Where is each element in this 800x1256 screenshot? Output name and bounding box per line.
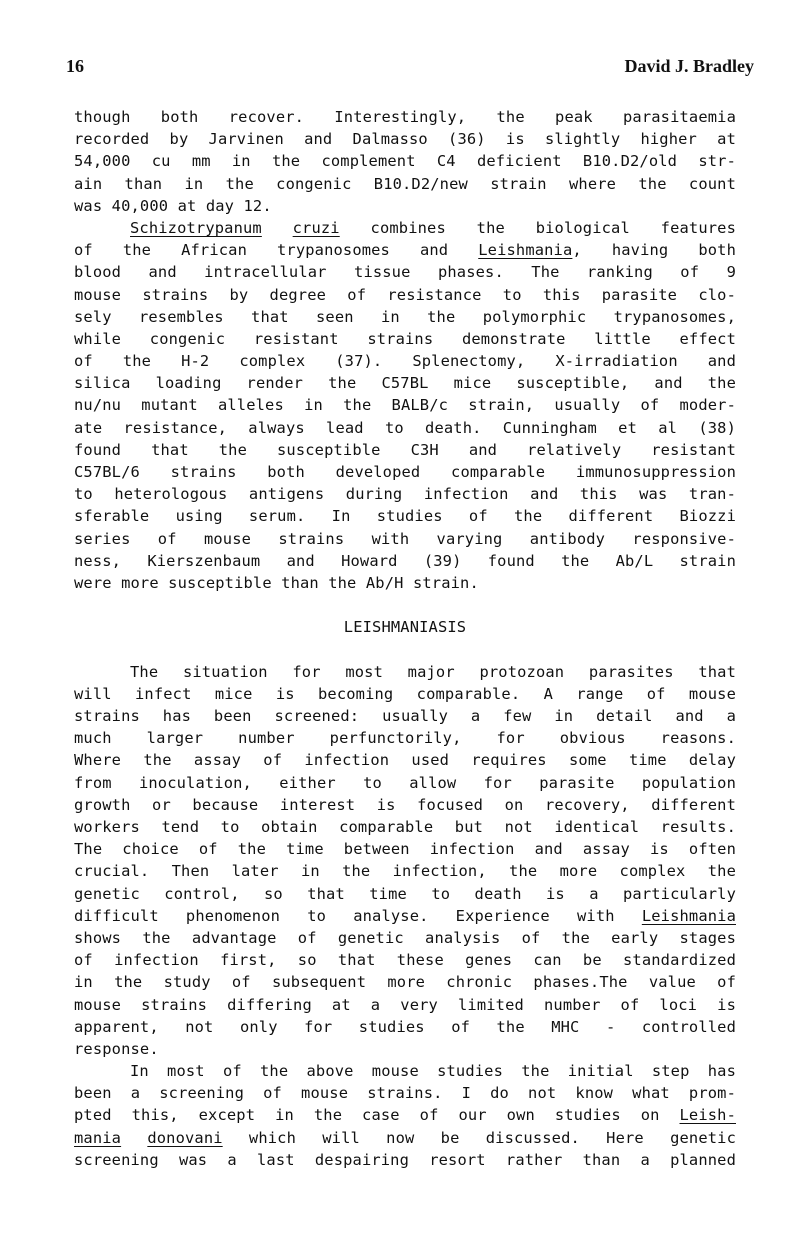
text-line: workers tend to obtain comparable but not identical results. [74,818,736,836]
text-line: C57BL/6 strains both developed comparable immunosuppression [74,463,736,481]
text-line: crucial. Then later in the infection, the more complex the [74,862,736,881]
text-line: mouse strains by degree of resistance to this parasite clo- [74,285,736,304]
blank-line [74,594,736,616]
species-name: Leish- [679,1106,736,1125]
text-line: genetic control, so that time to death is a particularly [74,884,736,903]
blank-line [74,639,736,661]
text-line: from inoculation, either to allow for parasite population [74,773,736,792]
genus-name: Leishmania [478,241,573,260]
text-line: will infect mice is becoming comparable. A range of mouse [74,684,736,703]
text-line: The situation for most major protozoan parasites that [130,662,736,681]
text-line: The choice of the time between infection and assay is often [74,840,736,859]
text-line: been a screening of mouse strains. I do not know what prom- [74,1084,736,1103]
text-line: found that the susceptible C3H and relatively resistant [74,440,736,459]
text-line: Where the assay of infection used requires some time delay [74,751,736,770]
text-line: in the study of subsequent more chronic phases.The value of [74,973,736,992]
text-line: ain than in the congenic B10.D2/new strain where the count [74,174,736,193]
text-line [74,1104,736,1126]
text-line: 54,000 cu mm in the complement C4 deficient B10.D2/old str- [74,152,736,171]
genus-name: Leishmania [641,906,736,925]
species-name: Schizotrypanum [130,218,262,237]
text-span: which will now be discussed. Here genetic [248,1128,736,1147]
text-line: recorded by Jarvinen and Dalmasso (36) is slightly higher at [74,130,736,149]
text-line [74,1127,736,1149]
text-line: ate resistance, always lead to death. Cunningham et al (38) [74,418,736,437]
paragraph-screening [74,1060,736,1171]
text-line: ness, Kierszenbaum and Howard (39) found the Ab/L strain [74,551,736,570]
text-line: though both recover. Interestingly, the peak parasitaemia [74,108,736,126]
text-line: silica loading render the C57BL mice susceptible, and the [74,374,736,393]
text-line [74,217,736,239]
text-span: combines the biological features [370,218,736,237]
text-line: response. [74,1039,159,1058]
text-line: sferable using serum. In studies of the different Biozzi [74,507,736,526]
text-line: of the H-2 complex (37). Splenectomy, X-irradiation and [74,352,736,371]
text-line: were more susceptible than the Ab/H strain. [74,573,479,592]
running-head: David J. Bradley [624,56,754,76]
text-line [74,905,736,927]
text-line: was 40,000 at day 12. [74,196,272,215]
text-span: of the African trypanosomes and [74,241,449,260]
text-line: of infection first, so that these genes can be standardized [74,951,736,970]
text-span: , having both [572,241,736,260]
paragraph-schizotrypanum [74,217,736,594]
text-line: apparent, not only for studies of the MHC - controlled [74,1017,736,1036]
page-number: 16 [66,56,84,76]
text-line [74,239,736,261]
text-line: screening was a last despairing resort rather than a planned [74,1150,736,1169]
text-line: to heterologous antigens during infection and this was tran- [74,485,736,504]
text-line: while congenic resistant strains demonstrate little effect [74,329,736,348]
page-header [66,56,754,82]
paragraph-continuation [74,106,736,217]
species-name: donovani [147,1128,223,1147]
section-heading: LEISHMANIASIS [343,618,467,637]
species-name: mania [74,1128,122,1147]
page-body [74,106,736,1171]
text-line: sely resembles that seen in the polymorphic trypanosomes, [74,307,736,326]
text-line: much larger number perfunctorily, for obvious reasons. [74,729,736,748]
text-span: difficult phenomenon to analyse. Experience with [74,906,615,925]
text-line: series of mouse strains with varying antibody responsive- [74,529,736,548]
text-line: strains has been screened: usually a few in detail and a [74,707,736,726]
text-line: blood and intracellular tissue phases. The ranking of 9 [74,263,736,282]
species-name: cruzi [292,218,340,237]
paragraph-leishmaniasis [74,661,736,1060]
text-line: nu/nu mutant alleles in the BALB/c strain, usually of moder- [74,396,736,415]
text-span: pted this, except in the case of our own studies on [74,1106,660,1125]
text-line: growth or because interest is focused on recovery, different [74,795,736,814]
text-line: shows the advantage of genetic analysis of the early stages [74,928,736,947]
text-line: In most of the above mouse studies the initial step has [130,1062,736,1081]
text-line: mouse strains differing at a very limited number of loci is [74,995,736,1014]
